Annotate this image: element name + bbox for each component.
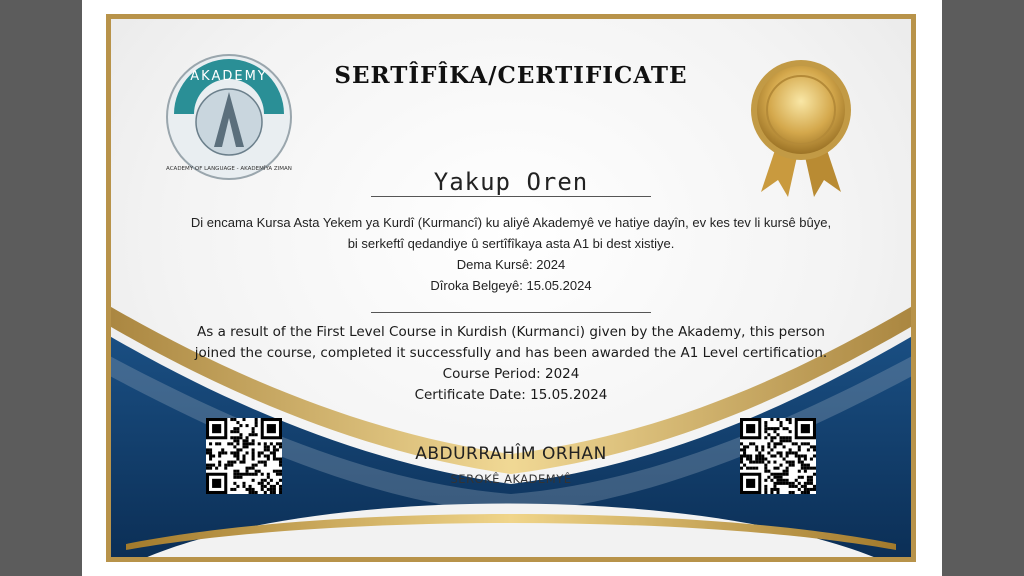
svg-text:AKADEMY: AKADEMY <box>190 69 268 84</box>
left-margin <box>0 0 82 576</box>
signatory-name: ABDURRAHÎM ORHAN <box>415 444 607 464</box>
english-line-1: As a result of the First Level Course in Kurdish (Kurmanci) given by the Akademy, this person <box>197 324 825 340</box>
name-underline <box>371 196 651 197</box>
kurmanci-line-2: bi serkeftî qedandiye û sertîfîkaya asta A1 bi dest xistiye. <box>347 236 675 251</box>
kurmanci-text <box>126 212 896 296</box>
kurmanci-line-1: Di encama Kursa Asta Yekem ya Kurdî (Kurmancî) ku aliyê Akademyê ve hatiye dayîn, ev kes tev li kursê bûye, <box>190 215 832 230</box>
svg-text:ACADEMY OF LANGUAGE - AKADEMÎY: ACADEMY OF LANGUAGE - AKADEMÎYA ZIMAN <box>166 166 292 172</box>
english-date: Certificate Date: 15.05.2024 <box>414 387 608 403</box>
certificate-title: SERTÎFÎKA/CERTIFICATE <box>334 62 688 89</box>
kurmanci-date: Dîroka Belgeyê: 15.05.2024 <box>430 278 592 293</box>
certificate <box>106 14 916 562</box>
right-margin <box>942 0 1024 576</box>
signatory-title: SEROKÊ AKADEMYÊ <box>450 472 572 486</box>
recipient-name: Yakup Oren <box>433 168 589 196</box>
english-line-2: joined the course, completed it successfully and has been awarded the A1 Level certification. <box>194 345 828 361</box>
english-text <box>126 322 896 406</box>
english-period: Course Period: 2024 <box>442 366 580 382</box>
kurmanci-period: Dema Kursê: 2024 <box>456 257 566 272</box>
divider <box>371 312 651 313</box>
